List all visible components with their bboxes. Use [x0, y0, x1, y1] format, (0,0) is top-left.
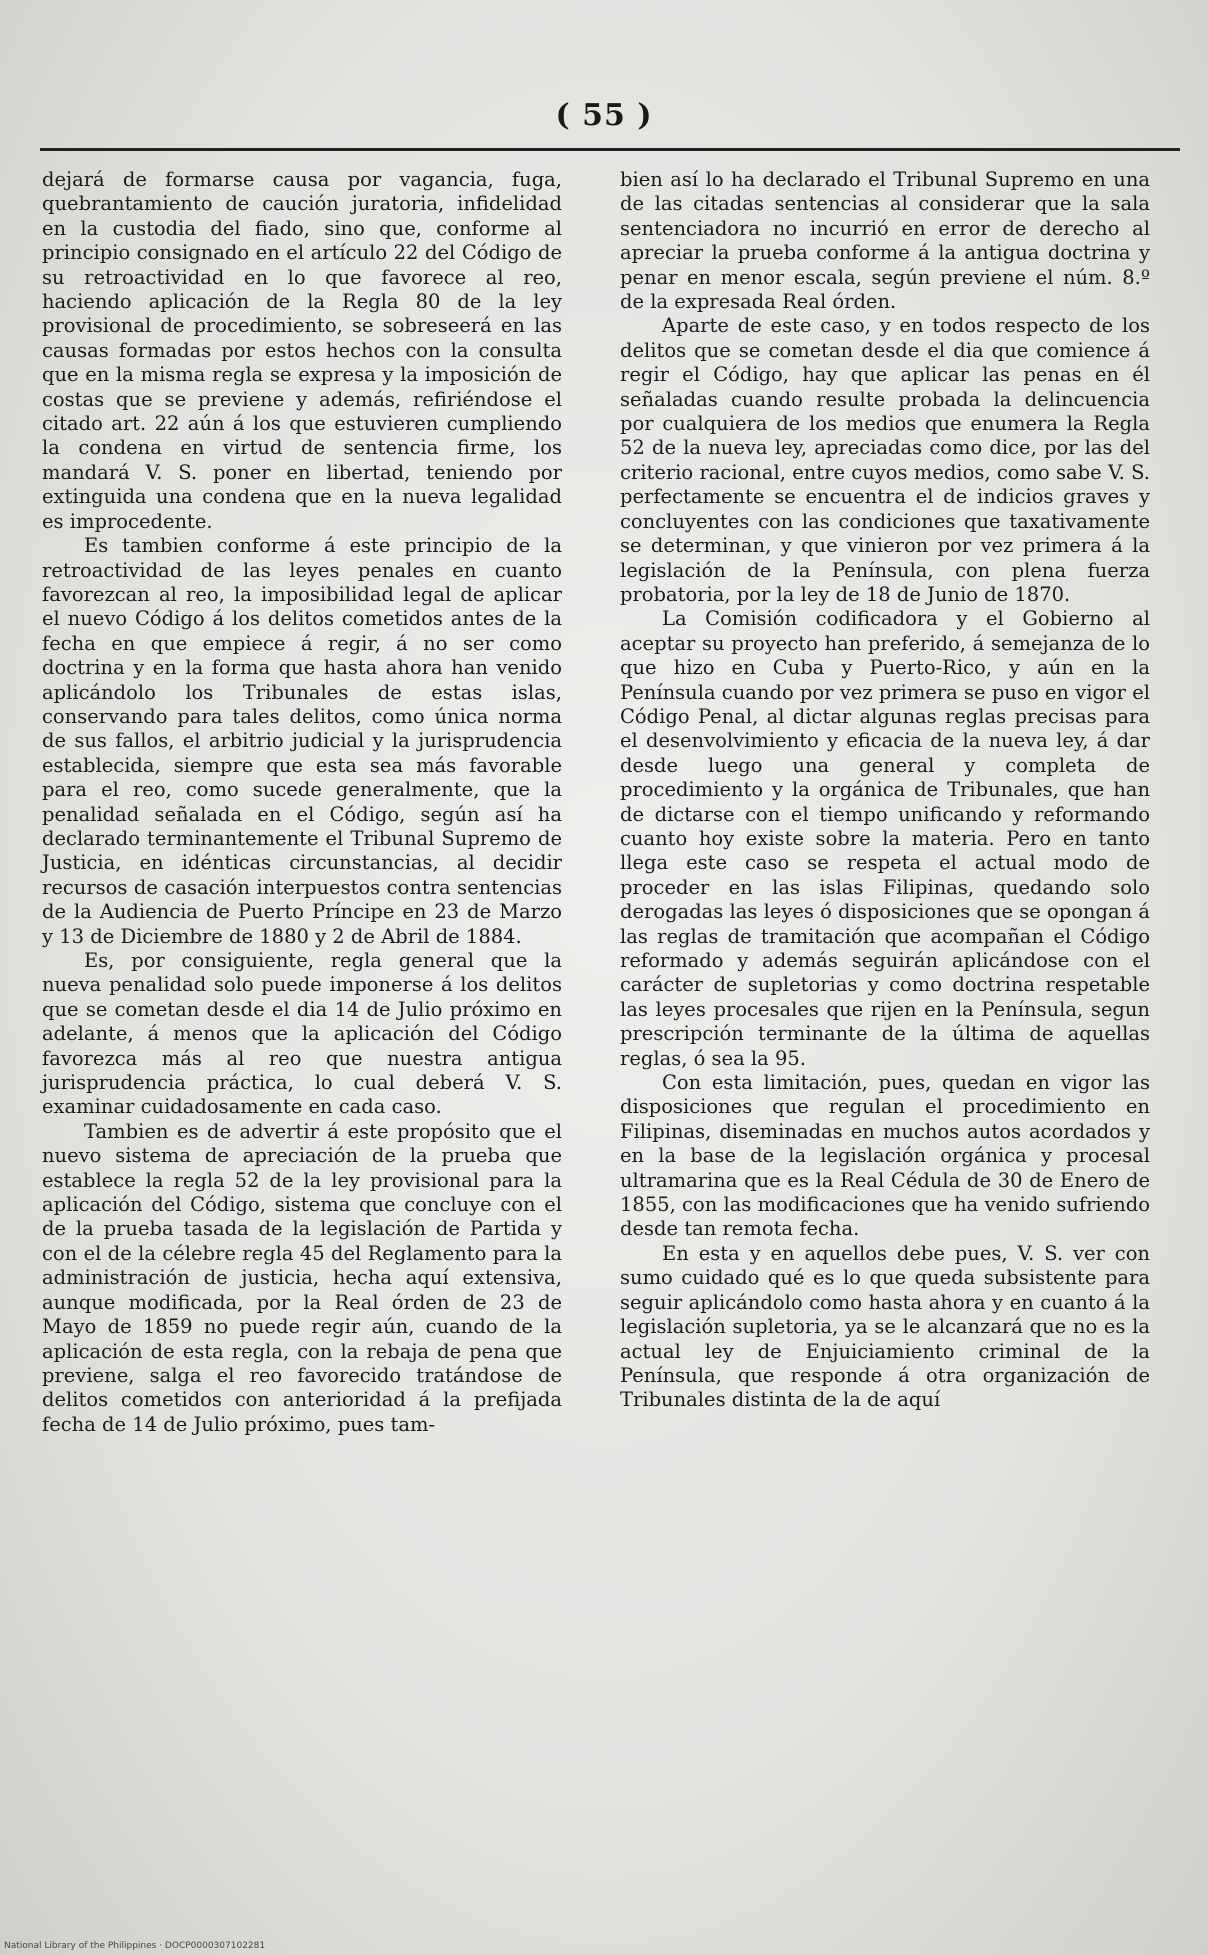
right-paragraph-4: Con esta limitación, pues, quedan en vigor las disposiciones que regulan el procedimiento en Filipinas, diseminadas en muchos autos acordados y en la base de la legislación orgánica y procesal ultramarina que es la Real Cédula de 30 de Enero de 1855, con las modificaciones que ha venido sufriendo desde tan remota fecha. — [620, 1071, 1150, 1241]
right-paragraph-1: bien así lo ha declarado el Tribunal Supremo en una de las citadas sentencias al considerar que la sala sentenciadora no incurrió en error de derecho al apreciar la prueba conforme á la antigua doctrina y penar en menor escala, según previene el núm. 8.º de la expresada Real órden. — [620, 168, 1150, 314]
left-paragraph-2: Es tambien conforme á este principio de la retroactividad de las leyes penales en cuanto favorezcan al reo, la imposibilidad legal de aplicar el nuevo Código á los delitos cometidos antes de la fecha en que empiece á regir, á no ser como doctrina y en la forma que hasta ahora han venido aplicándolo los Tribunales de estas islas, conservando para tales delitos, como única norma de sus fallos, el arbitrio judicial y la jurisprudencia establecida, siempre que esta sea más favorable para el reo, como sucede generalmente, que la penalidad señalada en el Código, según así ha declarado terminantemente el Tribunal Supremo de Justicia, en idénticas circunstancias, al decidir recursos de casación interpuestos contra sentencias de la Audiencia de Puerto Príncipe en 23 de Marzo y 13 de Diciembre de 1880 y 2 de Abril de 1884. — [42, 534, 562, 948]
right-paragraph-2: Aparte de este caso, y en todos respecto de los delitos que se cometan desde el dia que comience á regir el Código, hay que aplicar las penas en él señaladas cuando resulte probada la delincuencia por cualquiera de los medios que enumera la Regla 52 de la nueva ley, apreciadas como dice, por las del criterio racional, entre cuyos medios, como sabe V. S. perfectamente se encuentra el de indicios graves y concluyentes con las condiciones que taxativamente se determinan, y que vinieron por vez primera á la legislación de la Península, con plena fuerza probatoria, por la ley de 18 de Junio de 1870. — [620, 314, 1150, 606]
left-paragraph-1: dejará de formarse causa por vagancia, fuga, quebrantamiento de caución juratoria, infidelidad en la custodia del fiado, sino que, conforme al principio consignado en el artículo 22 del Código de su retroactividad en lo que favorece al reo, haciendo aplicación de la Regla 80 de la ley provisional de procedimiento, se sobreseerá en las causas formadas por estos hechos con la consulta que en la misma regla se expresa y la imposición de costas que se previene y además, refiriéndose el citado art. 22 aún á los que estuvieren cumpliendo la condena en virtud de sentencia firme, los mandará V. S. poner en libertad, teniendo por extinguida una condena que en la nueva legalidad es improcedente. — [42, 168, 562, 533]
left-paragraph-4: Tambien es de advertir á este propósito que el nuevo sistema de apreciación de la prueba que establece la regla 52 de la ley provisional para la aplicación del Código, sistema que concluye con el de la prueba tasada de la legislación de Partida y con el de la célebre regla 45 del Reglamento para la administración de justicia, hecha aquí extensiva, aunque modificada, por la Real órden de 23 de Mayo de 1859 no puede regir aún, cuando de la aplicación de esta regla, con la rebaja de pena que previene, salga el reo favorecido tratándose de delitos cometidos con anterioridad á la prefijada fecha de 14 de Julio próximo, pues tam- — [42, 1119, 562, 1436]
right-paragraph-3: La Comisión codificadora y el Gobierno al aceptar su proyecto han preferido, á semejanza de lo que hizo en Cuba y Puerto-Rico, y aún en la Península cuando por vez primera se puso en vigor el Código Penal, al dictar algunas reglas precisas para el desenvolvimiento y eficacia de la nueva ley, á dar desde luego una general y completa de procedimiento y la orgánica de Tribunales, que han de dictarse con el tiempo unificando y reformando cuanto hoy existe sobre la materia. Pero en tanto llega este caso se respeta el actual modo de proceder en las islas Filipinas, quedando solo derogadas las leyes ó disposiciones que se opongan á las reglas de tramitación que acompañan el Código reformado y además seguirán aplicándose con el carácter de supletorias y como doctrina respetable las leyes procesales que rijen en la Península, segun prescripción terminante de la última de aquellas reglas, ó sea la 95. — [620, 607, 1150, 1070]
right-column — [620, 168, 1150, 1413]
left-paragraph-3: Es, por consiguiente, regla general que la nueva penalidad solo puede imponerse á los delitos que se cometan desde el dia 14 de Julio próximo en adelante, á menos que la aplicación del Código favorezca más al reo que nuestra antigua jurisprudencia práctica, lo cual deberá V. S. examinar cuidadosamente en cada caso. — [42, 949, 562, 1119]
page-number: ( 55 ) — [555, 98, 653, 133]
left-column — [42, 168, 562, 1437]
right-paragraph-5: En esta y en aquellos debe pues, V. S. ver con sumo cuidado qué es lo que queda subsistente para seguir aplicándolo como hasta ahora y en cuanto á la legislación supletoria, ya se le alcanzará que no es la actual ley de Enjuiciamiento criminal de la Península, que responde á otra organización de Tribunales distinta de la de aquí — [620, 1241, 1150, 1412]
library-footer: National Library of the Philippines · DOCP0000307102281 — [4, 1941, 266, 1951]
header-rule — [40, 148, 1180, 151]
